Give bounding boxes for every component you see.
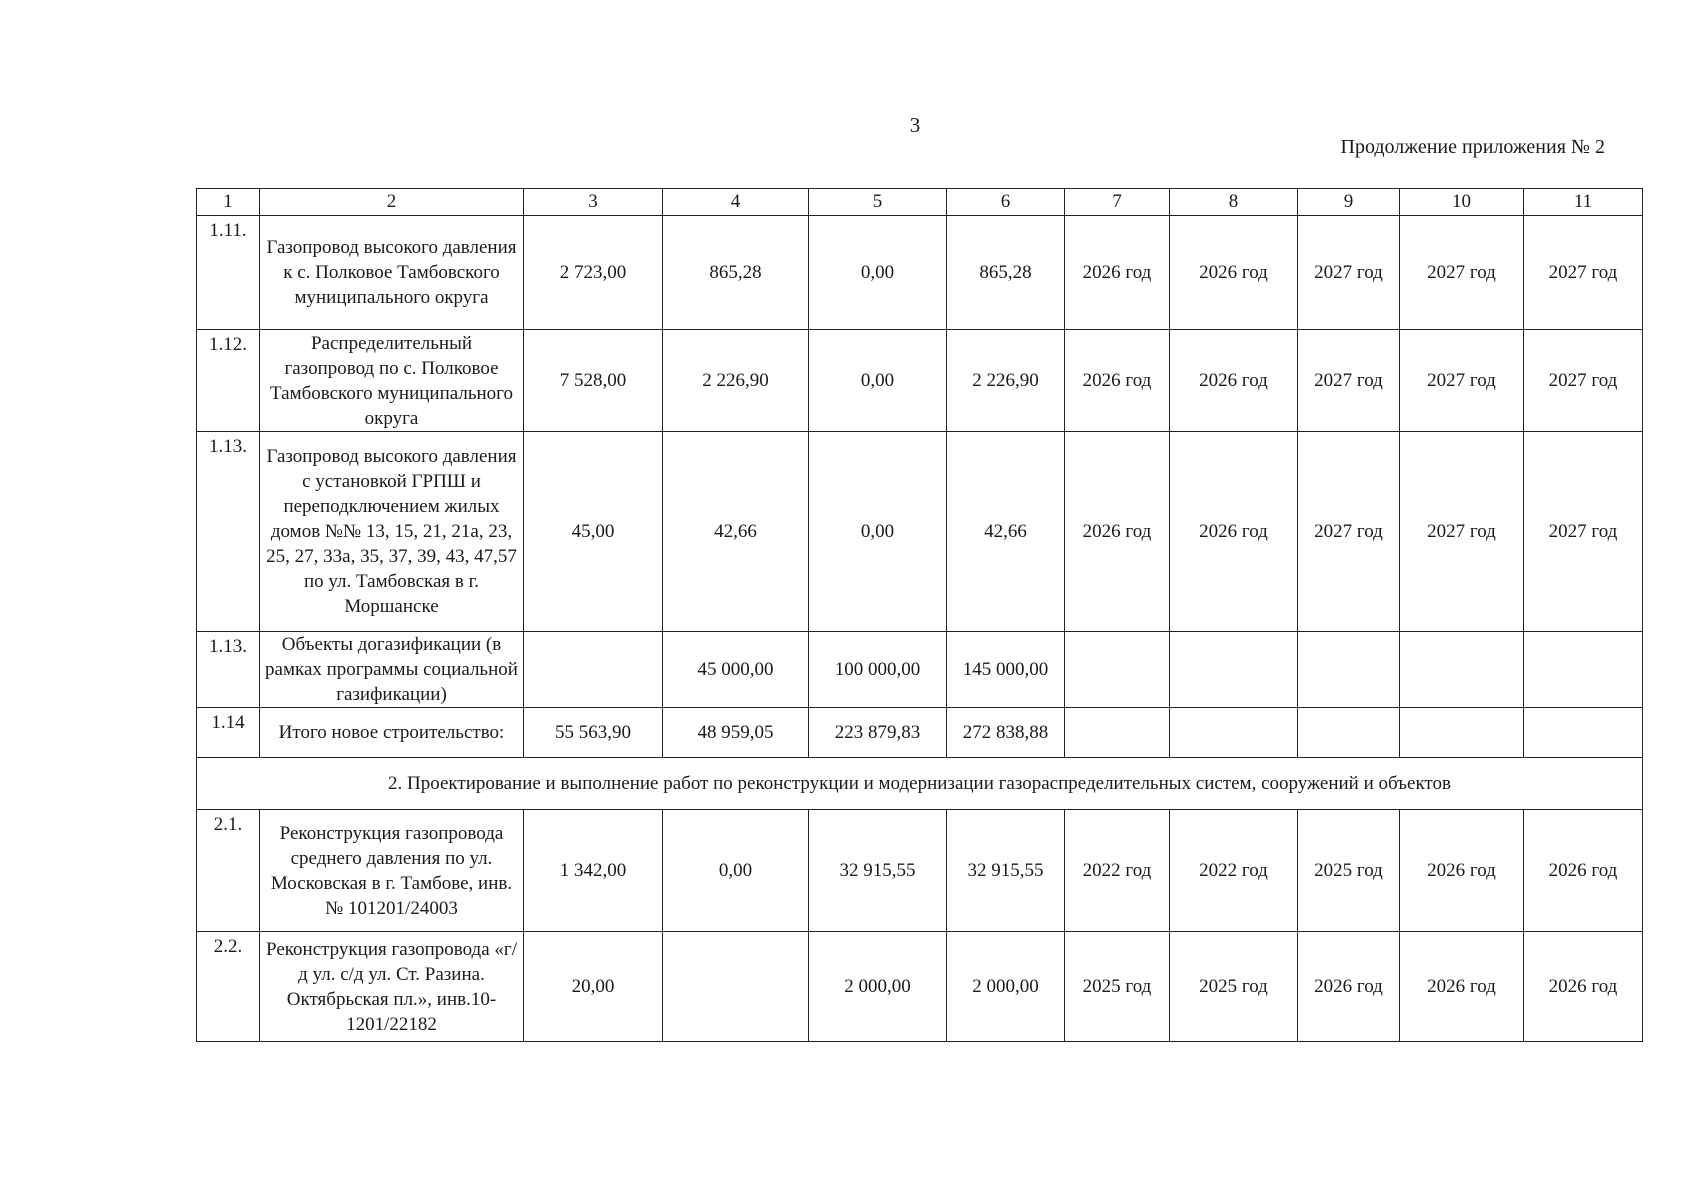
cell-value: 2027 год xyxy=(1400,216,1524,330)
page-number: 3 xyxy=(909,113,921,137)
cell-value xyxy=(1065,708,1170,758)
cell-value: 865,28 xyxy=(947,216,1065,330)
cell-value: 45,00 xyxy=(524,432,663,632)
section-header-row xyxy=(197,758,1643,810)
column-number: 6 xyxy=(947,189,1065,216)
row-number: 1.11. xyxy=(197,216,260,330)
cell-value: 2026 год xyxy=(1400,932,1524,1042)
cell-value: 2 000,00 xyxy=(809,932,947,1042)
cell-value: 2027 год xyxy=(1298,432,1400,632)
header-row xyxy=(197,189,1643,216)
cell-value xyxy=(1170,632,1298,708)
cell-value: 0,00 xyxy=(809,330,947,432)
cell-value: 2 000,00 xyxy=(947,932,1065,1042)
cell-value: 42,66 xyxy=(947,432,1065,632)
cell-value: 2 226,90 xyxy=(663,330,809,432)
cell-value: 2025 год xyxy=(1298,810,1400,932)
table-row xyxy=(197,330,1643,432)
cell-value: 2026 год xyxy=(1170,330,1298,432)
table-row xyxy=(197,216,1643,330)
cell-value: 145 000,00 xyxy=(947,632,1065,708)
object-name: Газопровод высокого давления к с. Полковое Тамбовского муниципального округа xyxy=(260,216,524,330)
row-number: 1.13. xyxy=(197,632,260,708)
cell-value: 0,00 xyxy=(663,810,809,932)
cell-value: 20,00 xyxy=(524,932,663,1042)
row-number: 1.12. xyxy=(197,330,260,432)
cell-value: 2026 год xyxy=(1065,330,1170,432)
object-name: Реконструкция газопровода «г/д ул. с/д ул. Ст. Разина. Октябрьская пл.», инв.10-1201/22182 xyxy=(260,932,524,1042)
cell-value xyxy=(1400,708,1524,758)
program-table xyxy=(196,188,1643,1042)
cell-value: 2026 год xyxy=(1298,932,1400,1042)
cell-value: 223 879,83 xyxy=(809,708,947,758)
object-name: Реконструкция газопровода среднего давления по ул. Московская в г. Тамбове, инв. № 101201/24003 xyxy=(260,810,524,932)
row-number: 2.1. xyxy=(197,810,260,932)
row-number: 1.13. xyxy=(197,432,260,632)
cell-value: 1 342,00 xyxy=(524,810,663,932)
column-number: 3 xyxy=(524,189,663,216)
cell-value: 2025 год xyxy=(1065,932,1170,1042)
object-name: Газопровод высокого давления с установкой ГРПШ и переподключением жилых домов №№ 13, 15, 21, 21а, 23, 25, 27, 33а, 35, 37, 39, 43, 47,57 по ул. Тамбовская в г. Моршанске xyxy=(260,432,524,632)
cell-value: 2026 год xyxy=(1170,432,1298,632)
column-number: 10 xyxy=(1400,189,1524,216)
cell-value xyxy=(1400,632,1524,708)
cell-value xyxy=(1524,632,1643,708)
column-number: 5 xyxy=(809,189,947,216)
cell-value xyxy=(1298,708,1400,758)
cell-value: 2022 год xyxy=(1065,810,1170,932)
section-title: 2. Проектирование и выполнение работ по реконструкции и модернизации газораспределительных систем, сооружений и объектов xyxy=(197,758,1643,810)
cell-value: 0,00 xyxy=(809,432,947,632)
column-number: 7 xyxy=(1065,189,1170,216)
cell-value xyxy=(1298,632,1400,708)
cell-value: 2027 год xyxy=(1524,216,1643,330)
table-row xyxy=(197,810,1643,932)
cell-value: 2026 год xyxy=(1065,432,1170,632)
appendix-note: Продолжение приложения № 2 xyxy=(1340,136,1605,158)
cell-value: 2026 год xyxy=(1170,216,1298,330)
cell-value: 2027 год xyxy=(1400,330,1524,432)
object-name: Итого новое строительство: xyxy=(260,708,524,758)
cell-value: 7 528,00 xyxy=(524,330,663,432)
column-number: 8 xyxy=(1170,189,1298,216)
cell-value: 2 226,90 xyxy=(947,330,1065,432)
cell-value: 45 000,00 xyxy=(663,632,809,708)
cell-value: 2026 год xyxy=(1400,810,1524,932)
cell-value xyxy=(1524,708,1643,758)
cell-value: 2026 год xyxy=(1524,810,1643,932)
cell-value: 100 000,00 xyxy=(809,632,947,708)
cell-value: 2027 год xyxy=(1524,330,1643,432)
row-number: 2.2. xyxy=(197,932,260,1042)
object-name: Объекты догазификации (в рамках программы социальной газификации) xyxy=(260,632,524,708)
cell-value: 2026 год xyxy=(1524,932,1643,1042)
cell-value: 272 838,88 xyxy=(947,708,1065,758)
column-number: 9 xyxy=(1298,189,1400,216)
cell-value: 2027 год xyxy=(1400,432,1524,632)
cell-value xyxy=(1170,708,1298,758)
row-number: 1.14 xyxy=(197,708,260,758)
column-number: 4 xyxy=(663,189,809,216)
column-number: 11 xyxy=(1524,189,1643,216)
cell-value: 32 915,55 xyxy=(809,810,947,932)
cell-value: 2025 год xyxy=(1170,932,1298,1042)
table-row xyxy=(197,932,1643,1042)
cell-value: 42,66 xyxy=(663,432,809,632)
cell-value: 865,28 xyxy=(663,216,809,330)
column-number: 2 xyxy=(260,189,524,216)
cell-value xyxy=(524,632,663,708)
table-row xyxy=(197,632,1643,708)
column-number: 1 xyxy=(197,189,260,216)
table-row-total xyxy=(197,708,1643,758)
cell-value xyxy=(1065,632,1170,708)
cell-value: 2022 год xyxy=(1170,810,1298,932)
cell-value: 55 563,90 xyxy=(524,708,663,758)
cell-value: 0,00 xyxy=(809,216,947,330)
cell-value: 2027 год xyxy=(1298,216,1400,330)
cell-value: 2026 год xyxy=(1065,216,1170,330)
cell-value: 2 723,00 xyxy=(524,216,663,330)
cell-value: 32 915,55 xyxy=(947,810,1065,932)
cell-value: 2027 год xyxy=(1524,432,1643,632)
cell-value: 2027 год xyxy=(1298,330,1400,432)
cell-value: 48 959,05 xyxy=(663,708,809,758)
cell-value xyxy=(663,932,809,1042)
table-row xyxy=(197,432,1643,632)
object-name: Распределительный газопровод по с. Полковое Тамбовского муниципального округа xyxy=(260,330,524,432)
